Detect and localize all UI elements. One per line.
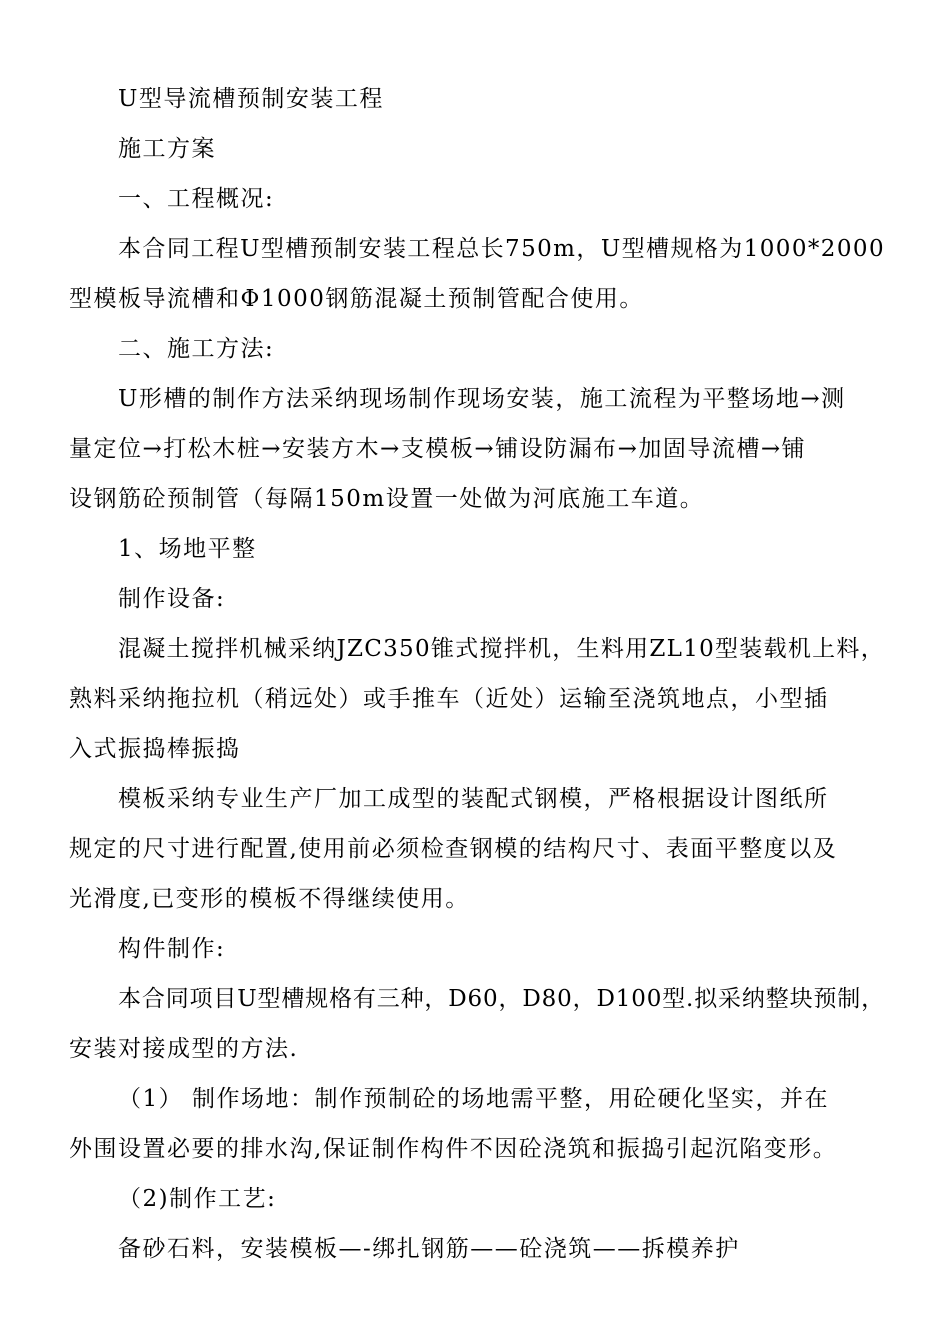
section-2-paragraph-line: U形槽的制作方法采纳现场制作现场安装，施工流程为平整场地→测 xyxy=(118,386,846,412)
section-1-paragraph-line: 型模板导流槽和Φ1000钢筋混凝土预制管配合使用。 xyxy=(69,286,644,312)
formwork-paragraph-line: 模板采纳专业生产厂加工成型的装配式钢模，严格根据设计图纸所 xyxy=(118,786,829,812)
equipment-paragraph-line: 混凝土搅拌机械采纳JZC350锥式搅拌机，生料用ZL10型装载机上料， xyxy=(118,636,885,662)
equipment-paragraph-line: 熟料采纳拖拉机（稍远处）或手推车（近处）运输至浇筑地点，小型插 xyxy=(69,686,829,712)
component-heading: 构件制作: xyxy=(118,936,226,962)
section-2-heading: 二、施工方法: xyxy=(118,336,275,362)
site-paragraph-line: 外围设置必要的排水沟,保证制作构件不因砼浇筑和振捣引起沉陷变形。 xyxy=(69,1136,838,1162)
subsection-1-heading: 1、场地平整 xyxy=(118,536,257,562)
document-subtitle: 施工方案 xyxy=(118,136,216,162)
section-2-paragraph-line: 设钢筋砼预制管（每隔150m设置一处做为河底施工车道。 xyxy=(69,486,705,512)
document-title: U型导流槽预制安装工程 xyxy=(118,86,384,112)
formwork-paragraph-line: 光滑度,已变形的模板不得继续使用。 xyxy=(69,886,470,912)
component-paragraph-line: 本合同项目U型槽规格有三种，D60，D80，D100型.拟采纳整块预制， xyxy=(118,986,885,1012)
section-1-heading: 一、工程概况: xyxy=(118,186,275,212)
process-heading: （2)制作工艺: xyxy=(118,1186,277,1212)
section-1-paragraph-line: 本合同工程U型槽预制安装工程总长750m，U型槽规格为1000*2000 xyxy=(118,236,885,262)
equipment-paragraph-line: 入式振捣棒振捣 xyxy=(69,736,241,762)
site-paragraph-line: （1） 制作场地：制作预制砼的场地需平整，用砼硬化坚实，并在 xyxy=(118,1086,829,1112)
equipment-heading: 制作设备: xyxy=(118,586,226,612)
component-paragraph-line: 安装对接成型的方法. xyxy=(69,1036,299,1062)
formwork-paragraph-line: 规定的尺寸进行配置,使用前必须检查钢模的结构尺寸、表面平整度以及 xyxy=(69,836,838,862)
process-paragraph-line: 备砂石料，安装模板—-绑扎钢筋——砼浇筑——拆模养护 xyxy=(118,1236,740,1262)
section-2-paragraph-line: 量定位→打松木桩→安装方木→支模板→铺设防漏布→加固导流槽→铺 xyxy=(69,436,807,462)
